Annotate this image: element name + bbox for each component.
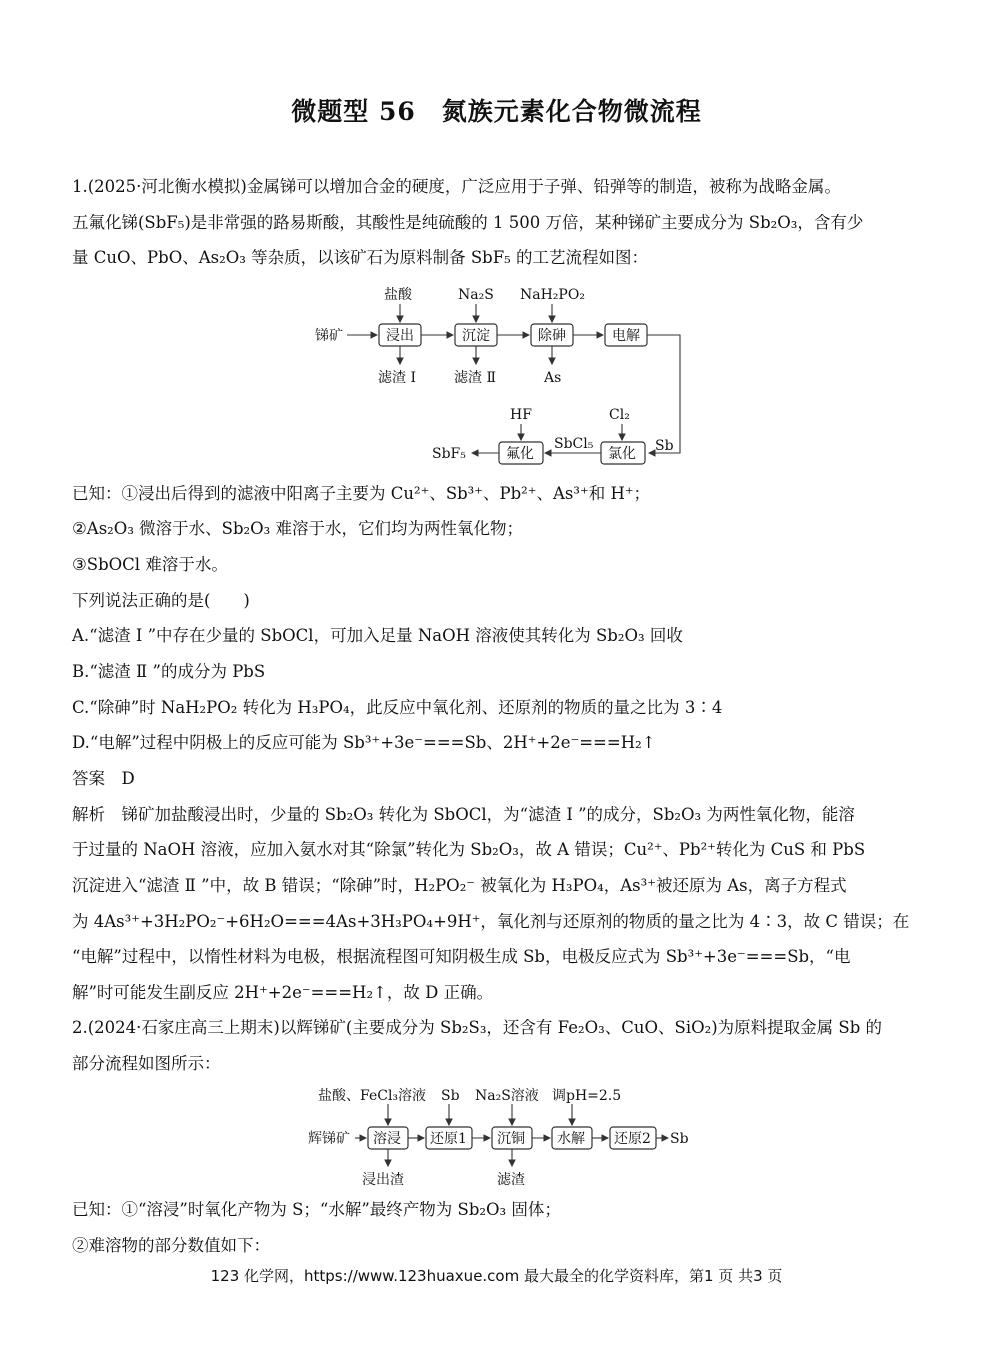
q2-flow-diagram: [300, 1082, 720, 1192]
q2-product-sb: Sb: [670, 1131, 689, 1147]
q1-step-remove-arsenic: 除砷: [538, 328, 566, 344]
q2-reagent-sb: Sb: [441, 1088, 460, 1104]
q1-option-c: C.“除砷”时 NaH₂PO₂ 转化为 H₃PO₄，此反应中氧化剂、还原剂的物质的量之比为 3∶4: [72, 698, 723, 717]
q2-filter-residue: 滤渣: [497, 1172, 525, 1188]
q1-known-3: ③SbOCl 难溶于水。: [72, 555, 228, 574]
q1-input-ore: 锑矿: [315, 328, 343, 344]
q1-line-1: 1.(2025·河北衡水模拟)金属锑可以增加合金的硬度，广泛应用于子弹、铅弹等的制造，被称为战略金属。: [72, 177, 841, 196]
q1-reagent-na2s: Na₂S: [458, 287, 494, 303]
q1-explanation-1: 解析 锑矿加盐酸浸出时，少量的 Sb₂O₃ 转化为 SbOCl，为“滤渣 Ⅰ ”的成分，Sb₂O₃ 为两性氧化物，能溶: [72, 805, 855, 824]
q1-explanation-6: 解”时可能发生副反应 2H⁺+2e⁻===H₂↑，故 D 正确。: [72, 983, 494, 1002]
q1-answer: 答案 D: [72, 769, 135, 788]
q1-reagent-hf: HF: [510, 407, 532, 423]
q2-step-dissolve: 溶浸: [373, 1131, 401, 1147]
q2-step-copper-precipitation: 沉铜: [497, 1131, 525, 1147]
q2-step-reduce-2: 还原2: [614, 1131, 651, 1147]
q1-step-leach: 浸出: [386, 328, 414, 344]
q1-line-3: 量 CuO、PbO、As₂O₃ 等杂质，以该矿石为原料制备 SbF₅ 的工艺流程如图：: [72, 248, 649, 267]
q1-explanation-4: 为 4As³⁺+3H₂PO₂⁻+6H₂O===4As+3H₃PO₄+9H⁺，氧化剂与还原剂的物质的量之比为 4∶3，故 C 错误；在: [72, 912, 910, 931]
q1-explanation-2: 于过量的 NaOH 溶液，应加入氨水对其“除氯”转化为 Sb₂O₃，故 A 错误；Cu²⁺、Pb²⁺转化为 CuS 和 PbS: [72, 840, 866, 859]
q1-explanation-3: 沉淀进入“滤渣 Ⅱ ”中，故 B 错误；“除砷”时，H₂PO₂⁻ 被氧化为 H₃PO₄，As³⁺被还原为 As，离子方程式: [72, 876, 847, 895]
q2-leach-residue: 浸出渣: [362, 1172, 404, 1188]
q1-step-fluorination: 氟化: [506, 446, 534, 462]
q1-line-2: 五氟化锑(SbF₅)是非常强的路易斯酸，其酸性是纯硫酸的 1 500 万倍，某种锑矿主要成分为 Sb₂O₃，含有少: [72, 213, 864, 232]
q2-reagent-hcl-fecl3: 盐酸、FeCl₃溶液: [318, 1088, 427, 1104]
q1-product-arsenic: As: [544, 370, 562, 386]
q1-step-chlorination: 氯化: [608, 446, 636, 462]
q1-sb-label: Sb: [655, 438, 674, 454]
q1-residue-1: 滤渣 Ⅰ: [378, 370, 416, 386]
q1-option-d: D.“电解”过程中阴极上的反应可能为 Sb³⁺+3e⁻===Sb、2H⁺+2e⁻===H₂↑: [72, 733, 656, 752]
q1-step-precipitate: 沉淀: [462, 328, 490, 344]
q1-stem: 下列说法正确的是( ): [72, 591, 250, 610]
q1-flow-diagram: [300, 280, 700, 475]
q1-option-b: B.“滤渣 Ⅱ ”的成分为 PbS: [72, 662, 266, 681]
q1-explanation-5: “电解”过程中，以惰性材料为电极，根据流程图可知阴极生成 Sb，电极反应式为 Sb³⁺+3e⁻===Sb，“电: [72, 947, 851, 966]
page-title: 微题型 56 氮族元素化合物微流程: [291, 97, 702, 126]
q2-input-ore: 辉锑矿: [308, 1131, 350, 1147]
q2-known-1: 已知：①“溶浸”时氧化产物为 S；“水解”最终产物为 Sb₂O₃ 固体；: [72, 1200, 561, 1219]
q1-product-sbf5: SbF₅: [432, 446, 466, 462]
q1-sbcl5-label: SbCl₅: [554, 436, 594, 452]
q1-residue-2: 滤渣 Ⅱ: [454, 370, 496, 386]
q2-line-1: 2.(2024·石家庄高三上期末)以辉锑矿(主要成分为 Sb₂S₃，还含有 Fe₂O₃、CuO、SiO₂)为原料提取金属 Sb 的: [72, 1018, 883, 1037]
q2-known-2: ②难溶物的部分数值如下：: [72, 1236, 270, 1255]
page-footer: 123 化学网，https://www.123huaxue.com 最大最全的化学资料库，第1 页 共3 页: [210, 1267, 783, 1285]
q1-reagent-nah2po2: NaH₂PO₂: [520, 287, 585, 303]
q1-reagent-cl2: Cl₂: [609, 407, 630, 423]
q1-known-2: ②As₂O₃ 微溶于水、Sb₂O₃ 难溶于水，它们均为两性氧化物；: [72, 519, 524, 538]
q2-step-reduce-1: 还原1: [430, 1131, 467, 1147]
q2-step-hydrolysis: 水解: [557, 1131, 585, 1147]
q1-reagent-hcl: 盐酸: [384, 287, 412, 303]
q1-step-electrolysis: 电解: [612, 328, 640, 344]
q2-reagent-ph: 调pH=2.5: [552, 1088, 622, 1104]
q2-reagent-na2s: Na₂S溶液: [475, 1088, 539, 1104]
q1-option-a: A.“滤渣 Ⅰ ”中存在少量的 SbOCl，可加入足量 NaOH 溶液使其转化为 Sb₂O₃ 回收: [72, 626, 683, 645]
q2-line-2: 部分流程如图所示：: [72, 1054, 221, 1073]
q1-known-1: 已知：①浸出后得到的滤液中阳离子主要为 Cu²⁺、Sb³⁺、Pb²⁺、As³⁺和 H⁺；: [72, 484, 651, 503]
